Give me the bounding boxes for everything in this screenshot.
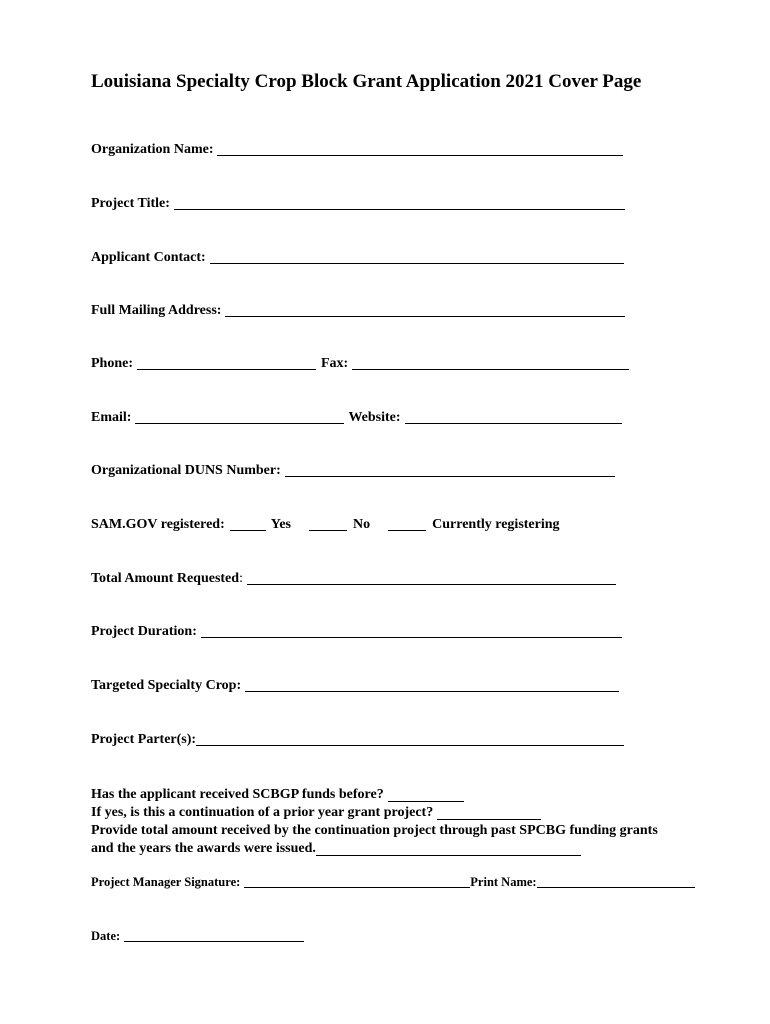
sam-currently-field[interactable] (388, 518, 426, 531)
email-field[interactable] (135, 411, 344, 424)
applicant-contact-row (91, 250, 624, 266)
project-title-label: Project Title: (91, 196, 170, 211)
mailing-address-row (91, 303, 625, 319)
funding-history-block (91, 786, 658, 858)
sam-yes-label: Yes (270, 517, 291, 532)
print-name-label: Print Name: (470, 875, 537, 889)
date-field[interactable] (124, 929, 304, 942)
email-label: Email: (91, 410, 132, 425)
phone-fax-row (91, 356, 629, 372)
total-amount-field[interactable] (247, 572, 616, 585)
fax-label: Fax: (321, 356, 349, 371)
total-amount-colon: : (239, 571, 243, 586)
sam-gov-label: SAM.GOV registered: (91, 517, 225, 532)
signature-field[interactable] (244, 875, 470, 888)
project-partners-label: Project Parter(s): (91, 732, 197, 747)
duns-label: Organizational DUNS Number: (91, 463, 281, 478)
organization-name-label: Organization Name: (91, 142, 214, 157)
targeted-crop-row (91, 678, 619, 694)
signature-row (91, 875, 695, 890)
mailing-address-field[interactable] (225, 304, 625, 317)
project-partners-field[interactable] (196, 733, 624, 746)
received-before-field[interactable] (388, 789, 464, 802)
sam-no-field[interactable] (309, 518, 347, 531)
page-title: Louisiana Specialty Crop Block Grant Application 2021 Cover Page (91, 71, 642, 92)
project-duration-field[interactable] (201, 625, 622, 638)
website-label: Website: (348, 410, 401, 425)
sam-yes-field[interactable] (230, 518, 266, 531)
print-name-field[interactable] (537, 875, 695, 888)
organization-name-field[interactable] (217, 143, 623, 156)
project-duration-row (91, 624, 622, 640)
continuation-row (91, 804, 658, 822)
targeted-crop-field[interactable] (245, 679, 619, 692)
sam-currently-label: Currently registering (432, 517, 560, 532)
project-duration-label: Project Duration: (91, 624, 197, 639)
duns-field[interactable] (285, 464, 615, 477)
applicant-contact-field[interactable] (210, 251, 624, 264)
targeted-crop-label: Targeted Specialty Crop: (91, 678, 242, 693)
provide-total-field[interactable] (316, 843, 581, 856)
applicant-contact-label: Applicant Contact: (91, 250, 206, 265)
received-before-label: Has the applicant received SCBGP funds before? (91, 787, 384, 802)
sam-gov-row (91, 517, 560, 533)
date-row (91, 929, 304, 944)
fax-field[interactable] (352, 357, 629, 370)
continuation-field[interactable] (437, 807, 541, 820)
mailing-address-label: Full Mailing Address: (91, 303, 222, 318)
website-field[interactable] (405, 411, 622, 424)
continuation-label: If yes, is this a continuation of a prior year grant project? (91, 805, 434, 820)
total-amount-label: Total Amount Requested (91, 571, 240, 586)
date-label: Date: (91, 929, 121, 943)
provide-total-row-1 (91, 822, 658, 840)
provide-total-label-1: Provide total amount received by the continuation project through past SPCBG funding grants (91, 823, 658, 838)
project-title-field[interactable] (174, 197, 625, 210)
total-amount-row (91, 571, 616, 587)
project-partners-row (91, 732, 624, 748)
sam-no-label: No (353, 517, 371, 532)
email-website-row (91, 410, 622, 426)
project-title-row (91, 196, 625, 212)
provide-total-label-2: and the years the awards were issued. (91, 841, 316, 856)
phone-field[interactable] (137, 357, 316, 370)
duns-row (91, 463, 615, 479)
provide-total-row-2 (91, 840, 658, 858)
received-before-row (91, 786, 658, 804)
signature-label: Project Manager Signature: (91, 875, 241, 889)
phone-label: Phone: (91, 356, 133, 371)
organization-name-row (91, 142, 623, 158)
